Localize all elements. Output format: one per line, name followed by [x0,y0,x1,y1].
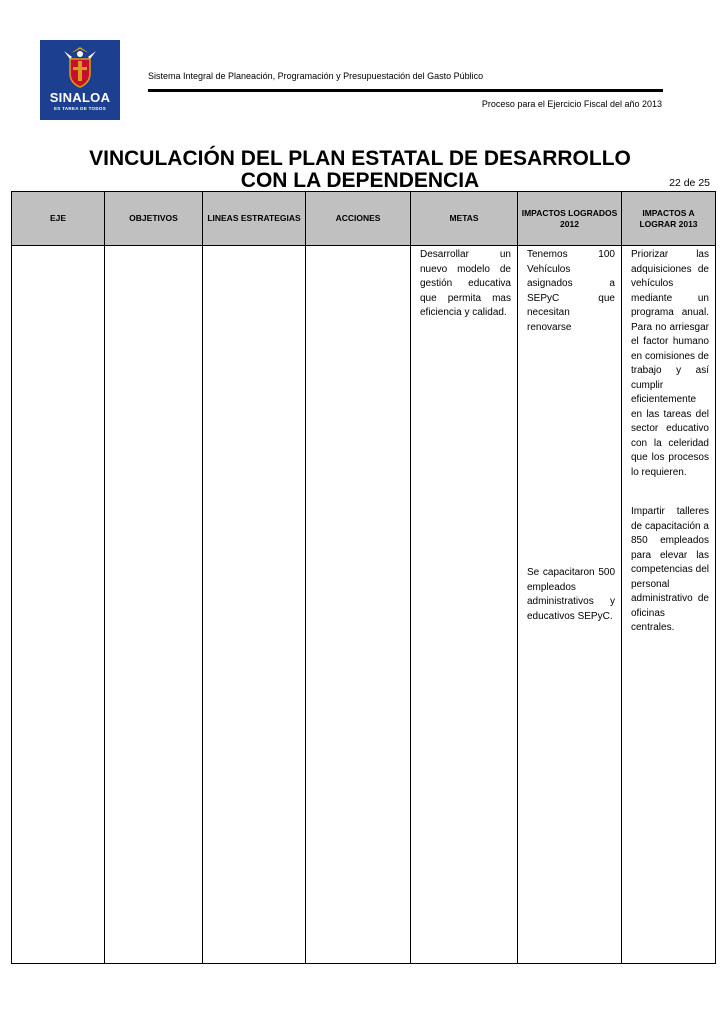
cell-acciones [306,246,411,964]
sinaloa-logo [40,40,120,120]
col-header-impactos-logrados: IMPACTOS LOGRADOS 2012 [518,192,622,246]
cell-lineas [203,246,306,964]
impacto-logrado-2: Se capacitaron 500 empleados administrativos y educativos SEPyC. [527,567,615,622]
logo-tagline: ES TAREA DE TODOS [53,106,107,111]
page-title-line2: CON LA DEPENDENCIA [240,169,480,192]
cell-impactos-lograr [622,246,716,964]
metas-text: Desarrollar un nuevo modelo de gestión educativa que permita mas eficiencia y calidad. [420,249,511,318]
header-rule [148,89,663,92]
table-header-row [12,192,716,246]
cell-eje [12,246,105,964]
cell-impactos-logrados [518,246,622,964]
col-header-metas: METAS [411,192,518,246]
plan-table [11,191,716,964]
col-header-eje: EJE [12,192,105,246]
logo-name: SINALOA [49,90,111,105]
col-header-acciones: ACCIONES [306,192,411,246]
coat-of-arms-icon [62,45,98,89]
page-title-line1: VINCULACIÓN DEL PLAN ESTATAL DE DESARROLLO [89,147,631,170]
col-header-impactos-lograr: IMPACTOS A LOGRAR 2013 [622,192,716,246]
impacto-lograr-2: Impartir talleres de capacitación a 850 empleados para elevar las competencias del personal administrativo de oficinas centrales. [631,506,709,633]
cell-metas [411,246,518,964]
system-title: Sistema Integral de Planeación, Programación y Presupuestación del Gasto Público [148,71,484,81]
page-indicator: 22 de 25 [669,177,710,189]
impacto-logrado-1: Tenemos 100 Vehículos asignados a SEPyC que necesitan renovarse [527,249,615,333]
page-title [0,148,720,192]
col-header-lineas: LINEAS ESTRATEGIAS [203,192,306,246]
process-title: Proceso para el Ejercicio Fiscal del año 2013 [481,99,662,109]
cell-objetivos [105,246,203,964]
col-header-objetivos: OBJETIVOS [105,192,203,246]
table-row [12,246,716,964]
impacto-lograr-1: Priorizar las adquisiciones de vehículos mediante un programa anual. Para no arriesgar el factor humano en comisiones de trabajo y así cumplir eficientemente en las tareas del sector educativo con la celeridad que los procesos lo requieren. [631,249,709,478]
